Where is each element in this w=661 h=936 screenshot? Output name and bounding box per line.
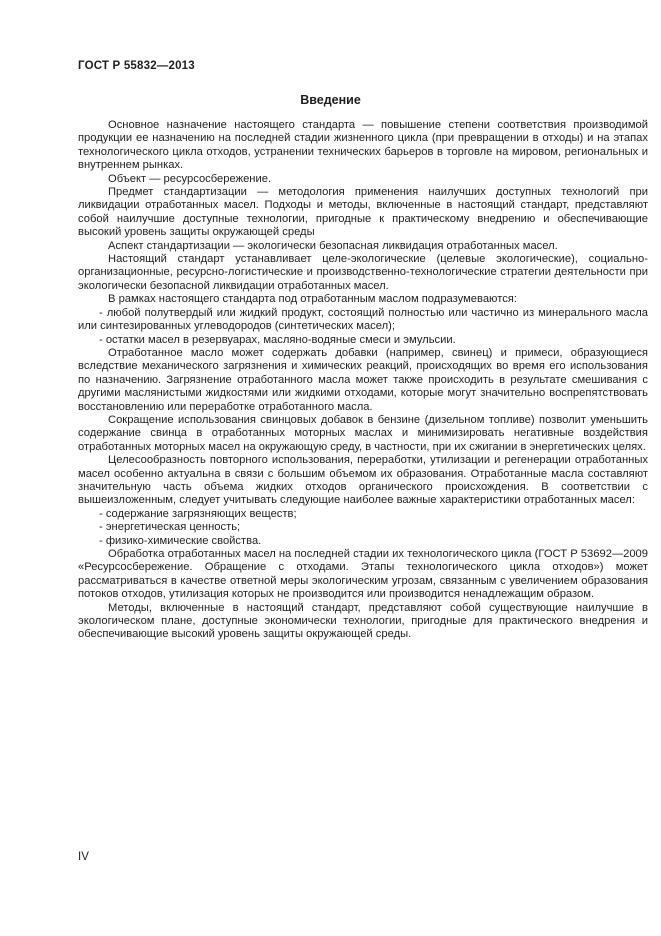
list-item: - остатки масел в резервуарах, масляно-водяные смеси и эмульсии. (99, 333, 456, 346)
paragraph: Основное назначение настоящего стандарта — повышение степени соответствия производимой продукции ее назначению на последней стадии жизненного цикла (при превращении в отходы) и на этапах технологического цикла отходов, устранении технических барьеров в торговле на мировом, региональных и внутреннем рынках. (78, 119, 648, 172)
paragraph: Целесообразность повторного использования, переработки, утилизации и регенерации отработанных масел особенно актуальна в связи с большим объемом их образования. Отработанные масла составляют значительную часть объема жидких отходов органического происхождения. В соответствии с вышеизложенным, следует учитывать следующие наиболее важные характеристики отработанных масел: (78, 454, 648, 507)
list-item: - энергетическая ценность; (99, 521, 241, 534)
paragraph: Настоящий стандарт устанавливает целе-экологические (целевые экологические), социально-организационные, ресурсно-логистические и производственно-технологические стратегии деятельности при экологически безопасной ликвидации отработанных масел. (78, 253, 648, 292)
list-item: - физико-химические свойства. (99, 534, 262, 547)
paragraph: В рамках настоящего стандарта под отработанным маслом подразумеваются: (108, 293, 517, 306)
page-number: IV (78, 851, 89, 863)
paragraph: Методы, включенные в настоящий стандарт, представляют собой существующие наилучшие в экологическом плане, доступные экономически технологии, пригодные для практического внедрения и обеспечивающие высокий уровень защиты окружающей среды. (78, 601, 648, 641)
list-item: - содержание загрязняющих веществ; (99, 507, 297, 520)
paragraph: Сокращение использования свинцовых добавок в бензине (дизельном топливе) позволит уменьшить содержание свинца в отработанных моторных маслах и минимизировать негативные воздействия отработанных моторных масел на окружающую среду, в частности, при их сжигании в энергетических целях. (78, 413, 648, 453)
section-title: Введение (300, 93, 361, 107)
list-item: - любой полутвердый или жидкий продукт, состоящий полностью или частично из минерального масла или синтезированных углеводородов (синтетических масел); (78, 306, 648, 333)
paragraph: Предмет стандартизации — методология применения наилучших доступных технологий при ликвидации отработанных масел. Подходы и методы, включенные в настоящий стандарт, представляют собой наилучшие доступные технологии, пригодные к практическому внедрению и обеспечивающие высокий уровень защиты окружающей среды (78, 186, 648, 239)
paragraph: Обработка отработанных масел на последней стадии их технологического цикла (ГОСТ Р 53692—2009 «Ресурсосбережение. Обращение с отходами. Этапы технологического цикла отходов») может рассматриваться в качестве ответной меры экологическим угрозам, связанным с увеличением образования потоков отходов, утилизация которых не производится или производится ненадлежащим образом. (78, 548, 648, 601)
document-code: ГОСТ Р 55832—2013 (78, 60, 195, 72)
introduction-text (78, 119, 648, 642)
paragraph: Объект — ресурсосбережение. (108, 172, 272, 185)
paragraph: Аспект стандартизации — экологически безопасная ликвидация отработанных масел. (108, 239, 558, 252)
paragraph: Отработанное масло может содержать добавки (например, свинец) и примеси, образующиеся вследствие механического загрязнения и химических реакций, происходящих во время его использования по назначению. Загрязнение отработанного масла может также происходить в результате смешивания с другими маслянистыми жидкостями или жидкими отходами, которые могут значительно воспрепятствовать восстановлению или переработке отработанного масла. (78, 346, 648, 413)
